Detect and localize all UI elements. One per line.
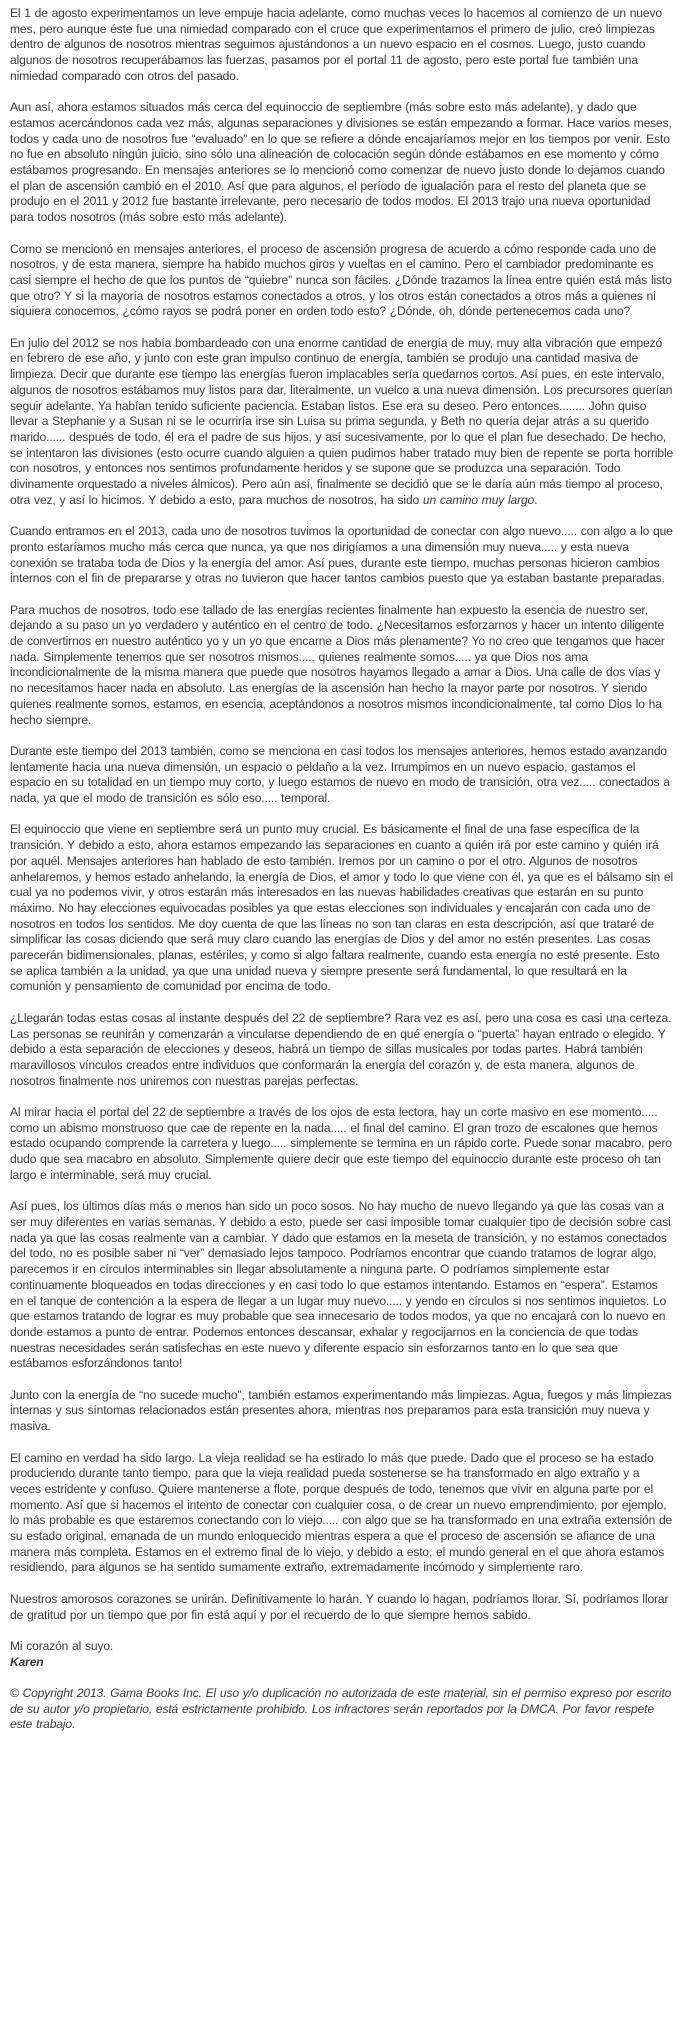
paragraph-4-emphasis: un camino muy largo: [422, 492, 535, 507]
signature: Karen: [10, 1654, 44, 1669]
copyright-notice: © Copyright 2013. Gama Books Inc. El uso y/o duplicación no autorizada de este material, sin el permiso expreso por escrito de su autor y/o propietario, está estrictamente prohibido. Los infractores serán reportados por la DMCA. Por favor respete este trabajo.: [10, 1686, 672, 1732]
paragraph-1: El 1 de agosto experimentamos un leve empuje hacia adelante, como muchas veces lo hacemos al comienzo de un nuevo mes, pero aunque éste fue una nimiedad comparado con el cruce que experimentamos el primero de julio, creó limpiezas dentro de algunos de nosotros mientras seguimos ajustándonos a un nuevo espacio en el cosmos. Luego, justo cuando algunos de nosotros recuperábamos las fuerzas, pasamos por el portal 11 de agosto, pero este portal fue también una nimiedad comparado con otros del pasado.: [10, 6, 662, 83]
paragraph-7: Durante este tiempo del 2013 también, como se menciona en casi todos los mensajes anteriores, hemos estado avanzando lentamente hacia una nueva dimensión, un espacio o peldaño a la vez. Irrumpimos en un nuevo espacio, gastamos el espacio en su totalidad en un tiempo muy corto, y luego estamos de nuevo en modo de transición, otra vez..... conectados a nada, ya que el modo de transición es sólo eso..... temporal.: [10, 743, 670, 806]
paragraph-8: El equinoccio que viene en septiembre será un punto muy crucial. Es básicamente el final de una fase específica de la transición. Y debido a esto, ahora estamos empezando las separaciones en cuanto a quién irá por este camino y quién irá por aquél. Mensajes anteriores han hablado de esto también. Iremos por un camino o por el otro. Algunos de nosotros anhelaremos, y hemos estado anhelando, la energía de Dios, el amor y todo lo que viene con él, ya que es el bálsamo sin el cual ya no podemos vivir, y otros estarán más interesados en las nuevas habilidades creativas que estarán en su punto máximo. No hay elecciones equivocadas posibles ya que estas elecciones son individuales y encajarán con cada uno de nosotros en todos los sentidos. Me doy cuenta de que las líneas no son tan claras en esta descripción, así que trataré de simplificar las cosas diciendo que será muy claro cuando las energías de Dios y del amor no estén presentes. Las cosas parecerán bidimensionales, planas, estériles, y como si algo faltara realmente, cuando esta energía no esté presente. Esto se aplica también a la unidad, ya que una unidad nueva y siempre presente será fundamental, lo que resultará en la comunión y pensamiento de comunidad por encima de todo.: [10, 822, 674, 994]
signoff: Mi corazón al suyo.: [10, 1638, 114, 1653]
paragraph-3: Como se mencionó en mensajes anteriores, el proceso de ascensión progresa de acuerdo a cómo responde cada uno de nosotros, y de esta manera, siempre ha habido muchos giros y vueltas en el camino. Pero el cambiador predominante es casi siempre el hecho de que los puntos de “quiebre” nunca son fáciles. ¿Dónde trazamos la línea entre quién está más listo que otro? Y si la mayoría de nosotros estamos conectados a otros, y los otros están conectados a otros más a quienes ni siquiera conocemos, ¿cómo rayos se podrá poner en orden todo esto? ¿Dónde, oh, dónde pertenecemos cada uno?: [10, 241, 672, 319]
paragraph-11: Así pues, los últimos días más o menos han sido un poco sosos. No hay mucho de nuevo llegando ya que las cosas van a ser muy diferentes en varias semanas. Y debido a esto, puede ser casi imposible tomar cualquier tipo de decisión sobre casi nada ya que las cosas realmente van a cambiar. Y dado que estamos en la meseta de transición, y no estamos conectados del todo, no es posible saber ni “ver” demasiado lejos tampoco. Podríamos encontrar que cuando tratamos de lograr algo, parecemos ir en círculos interminables sin llegar absolutamente a ninguna parte. O podríamos simplemente estar continuamente bloqueados en todas direcciones y en casi todo lo que estamos intentando. Estamos en “espera”. Estamos en el tanque de contención a la espera de llegar a un lugar muy nuevo..... y yendo en círculos si nos sentimos inquietos. Lo que estamos tratando de lograr es muy probable que sea innecesario de todos modos, ya que no encajará con lo nuevo en donde estamos a punto de entrar. Podemos entonces descansar, exhalar y regocijarnos en la conciencia de que todas nuestras necesidades serán satisfechas en este nuevo y diferente espacio sin esforzarnos tanto en lo que sea que estábamos esforzándonos tanto!: [10, 1199, 671, 1371]
paragraph-4: [10, 336, 674, 509]
paragraph-2: Aun así, ahora estamos situados más cerca del equinoccio de septiembre (más sobre esto más adelante), y dado que estamos acercándonos cada vez más, algunas separaciones y divisiones se están empezando a formar. Hace varios meses, todos y cada uno de nosotros fue “evaluado” en lo que se refiere a dónde encajaríamos mejor en los tiempos por venir. Esto no fue en absoluto ningún juicio, sino sólo una alineación de colocación según dónde estábamos en ese momento y cómo estábamos progresando. En mensajes anteriores se lo mencionó como comenzar de nuevo justo donde lo dejamos cuando el plan de ascensión cambió en el 2010. Así que para algunos, el período de igualación para el resto del planeta que se produjo en el 2011 y 2012 fue bastante irrelevante, pero necesario de todos modos. El 2013 trajo una nueva oportunidad para todos nosotros (más sobre esto más adelante).: [10, 100, 672, 225]
paragraph-10: Al mirar hacia el portal del 22 de septiembre a través de los ojos de esta lectora, hay un corte masivo en ese momento..... como un abismo monstruoso que cae de repente en la nada..... el final del camino. El gran trozo de escalones que hemos estado ocupando comprende la carretera y luego..... simplemente se termina en un rápido corte. Puede sonar macabro, pero dudo que sea macabro en absoluto. Simplemente quiere decir que este tiempo del equinoccio durante este proceso oh tan largo e interminable, será muy crucial.: [10, 1105, 672, 1182]
paragraph-12: Junto con la energía de “no sucede mucho”, también estamos experimentando más limpiezas. Agua, fuegos y más limpiezas internas y sus síntomas relacionados están presentes ahora, mientras nos preparamos para esta transición muy nueva y masiva.: [10, 1387, 672, 1434]
paragraph-5: Cuando entramos en el 2013, cada uno de nosotros tuvimos la oportunidad de conectar con algo nuevo..... con algo a lo que pronto estaríamos mucho más cerca que nunca, ya que nos dirigíamos a una dimensión muy nueva..... y esta nueva conexión se trataba toda de Dios y la energía del amor. Así pues, durante este tiempo, muchas personas hicieron cambios internos con el fin de prepararse y otras no tuvieron que hacer tantos cambios puesto que ya estaban bastante preparadas.: [10, 524, 673, 586]
paragraph-6: Para muchos de nosotros, todo ese tallado de las energías recientes finalmente han expuesto la esencia de nuestro ser, dejando a su paso un yo verdadero y auténtico en el centro de todo. ¿Necesitamos esforzarnos y hacer un intento diligente de convertirnos en nuestro auténtico yo y un yo que encarne a Dios más plenamente? Yo no creo que tengamos que hacer nada. Simplemente tenemos que ser nosotros mismos..... quienes realmente somos..... ya que Dios nos ama incondicionalmente de la misma manera que puede que nosotros hayamos llegado a amar a Dios. Una calle de dos vías y no necesitamos hacer nada en absoluto. Las energías de la ascensión han hecho la mayor parte por nosotros. Y siendo quienes realmente somos, estamos, en esencia, aceptándonos a nosotros mismos incondicionalmente, tal como Dios lo ha hecho siempre.: [10, 602, 665, 727]
paragraph-4-end: .: [534, 492, 538, 507]
paragraph-13: El camino en verdad ha sido largo. La vieja realidad se ha estirado lo más que puede. Dado que el proceso se ha estado produciendo durante tanto tiempo, para que la vieja realidad pueda sostenerse se ha transformado en algo extraño y a veces estridente y confuso. Quiere mantenerse a flote, porque después de todo, tenemos que vivir en alguna parte por el momento. Así que si hacemos el intento de conectar con cualquier cosa, o de crear un nuevo emprendimiento, por ejemplo, lo más probable es que estaremos conectando con lo viejo..... con algo que se ha transformado en una extraña extensión de su estado original, emanada de un mundo enloquecido mientras espera a que el proceso de ascensión se afiance de una manera más completa. Estamos en el extremo final de lo viejo, y debido a esto, el mundo general en el que ahora estamos residiendo, para algunos se ha sentido sumamente extraño, extremadamente incómodo y simplemente raro.: [10, 1450, 673, 1575]
paragraph-4-text: En julio del 2012 se nos había bombardeado con una enorme cantidad de energía de muy, muy alta vibración que empezó en febrero de ese año, y junto con este gran impulso continuo de energía, también se produjo una cantidad masiva de limpieza. Decir que durante ese tiempo las energías fueron implacables sería quedarnos cortos. Así pues, en este intervalo, algunos de nosotros estábamos muy listos para dar, literalmente, un vuelco a una nueva dimensión. Los precursores querían seguir adelante. Ya habían tenido suficiente paciencia. Estaban listos. Ese era su deseo. Pero entonces........ John quiso llevar a Stephanie y a Susan ni se le ocurriría irse sin Luisa su prima segunda, y Beth no quería dejar atrás a su querido marido...... después de todo, él era el padre de sus hijos, y así sucesivamente, por lo que el plan fue desechado. De hecho, se intentaron las divisiones (esto ocurre cuando alguien a quien pudimos haber tratado muy bien de repente se porta horrible con nosotros, y entonces nos sentimos profundamente heridos y se supone que se produzca una separación. Todo divinamente orquestado a niveles álmicos). Pero aún así, finalmente se decidió que se le daría aún más tiempo al proceso, otra vez, y así lo hicimos. Y debido a esto, para muchos de nosotros, ha sido: [10, 335, 674, 507]
paragraph-14: Nuestros amorosos corazones se unirán. Definitivamente lo harán. Y cuando lo hagan, podríamos llorar. Sí, podríamos llorar de gratitud por un tiempo que por fin está aquí y por el recuerdo de lo que siempre hemos sabido.: [10, 1591, 669, 1622]
paragraph-9: ¿Llegarán todas estas cosas al instante después del 22 de septiembre? Rara vez es así, pero una cosa es casi una certeza. Las personas se reunirán y comenzarán a vincularse dependiendo de en qué energía o “puerta” hayan entrado o elegido. Y debido a esta separación de elecciones y deseos, habrá un tiempo de sillas musicales por todas partes. Habrá también maravillosos vínculos creados entre individuos que conformarán la energía del corazón y, de esta manera, algunos de nosotros finalmente nos uniremos con nuestras parejas perfectas.: [10, 1010, 672, 1088]
